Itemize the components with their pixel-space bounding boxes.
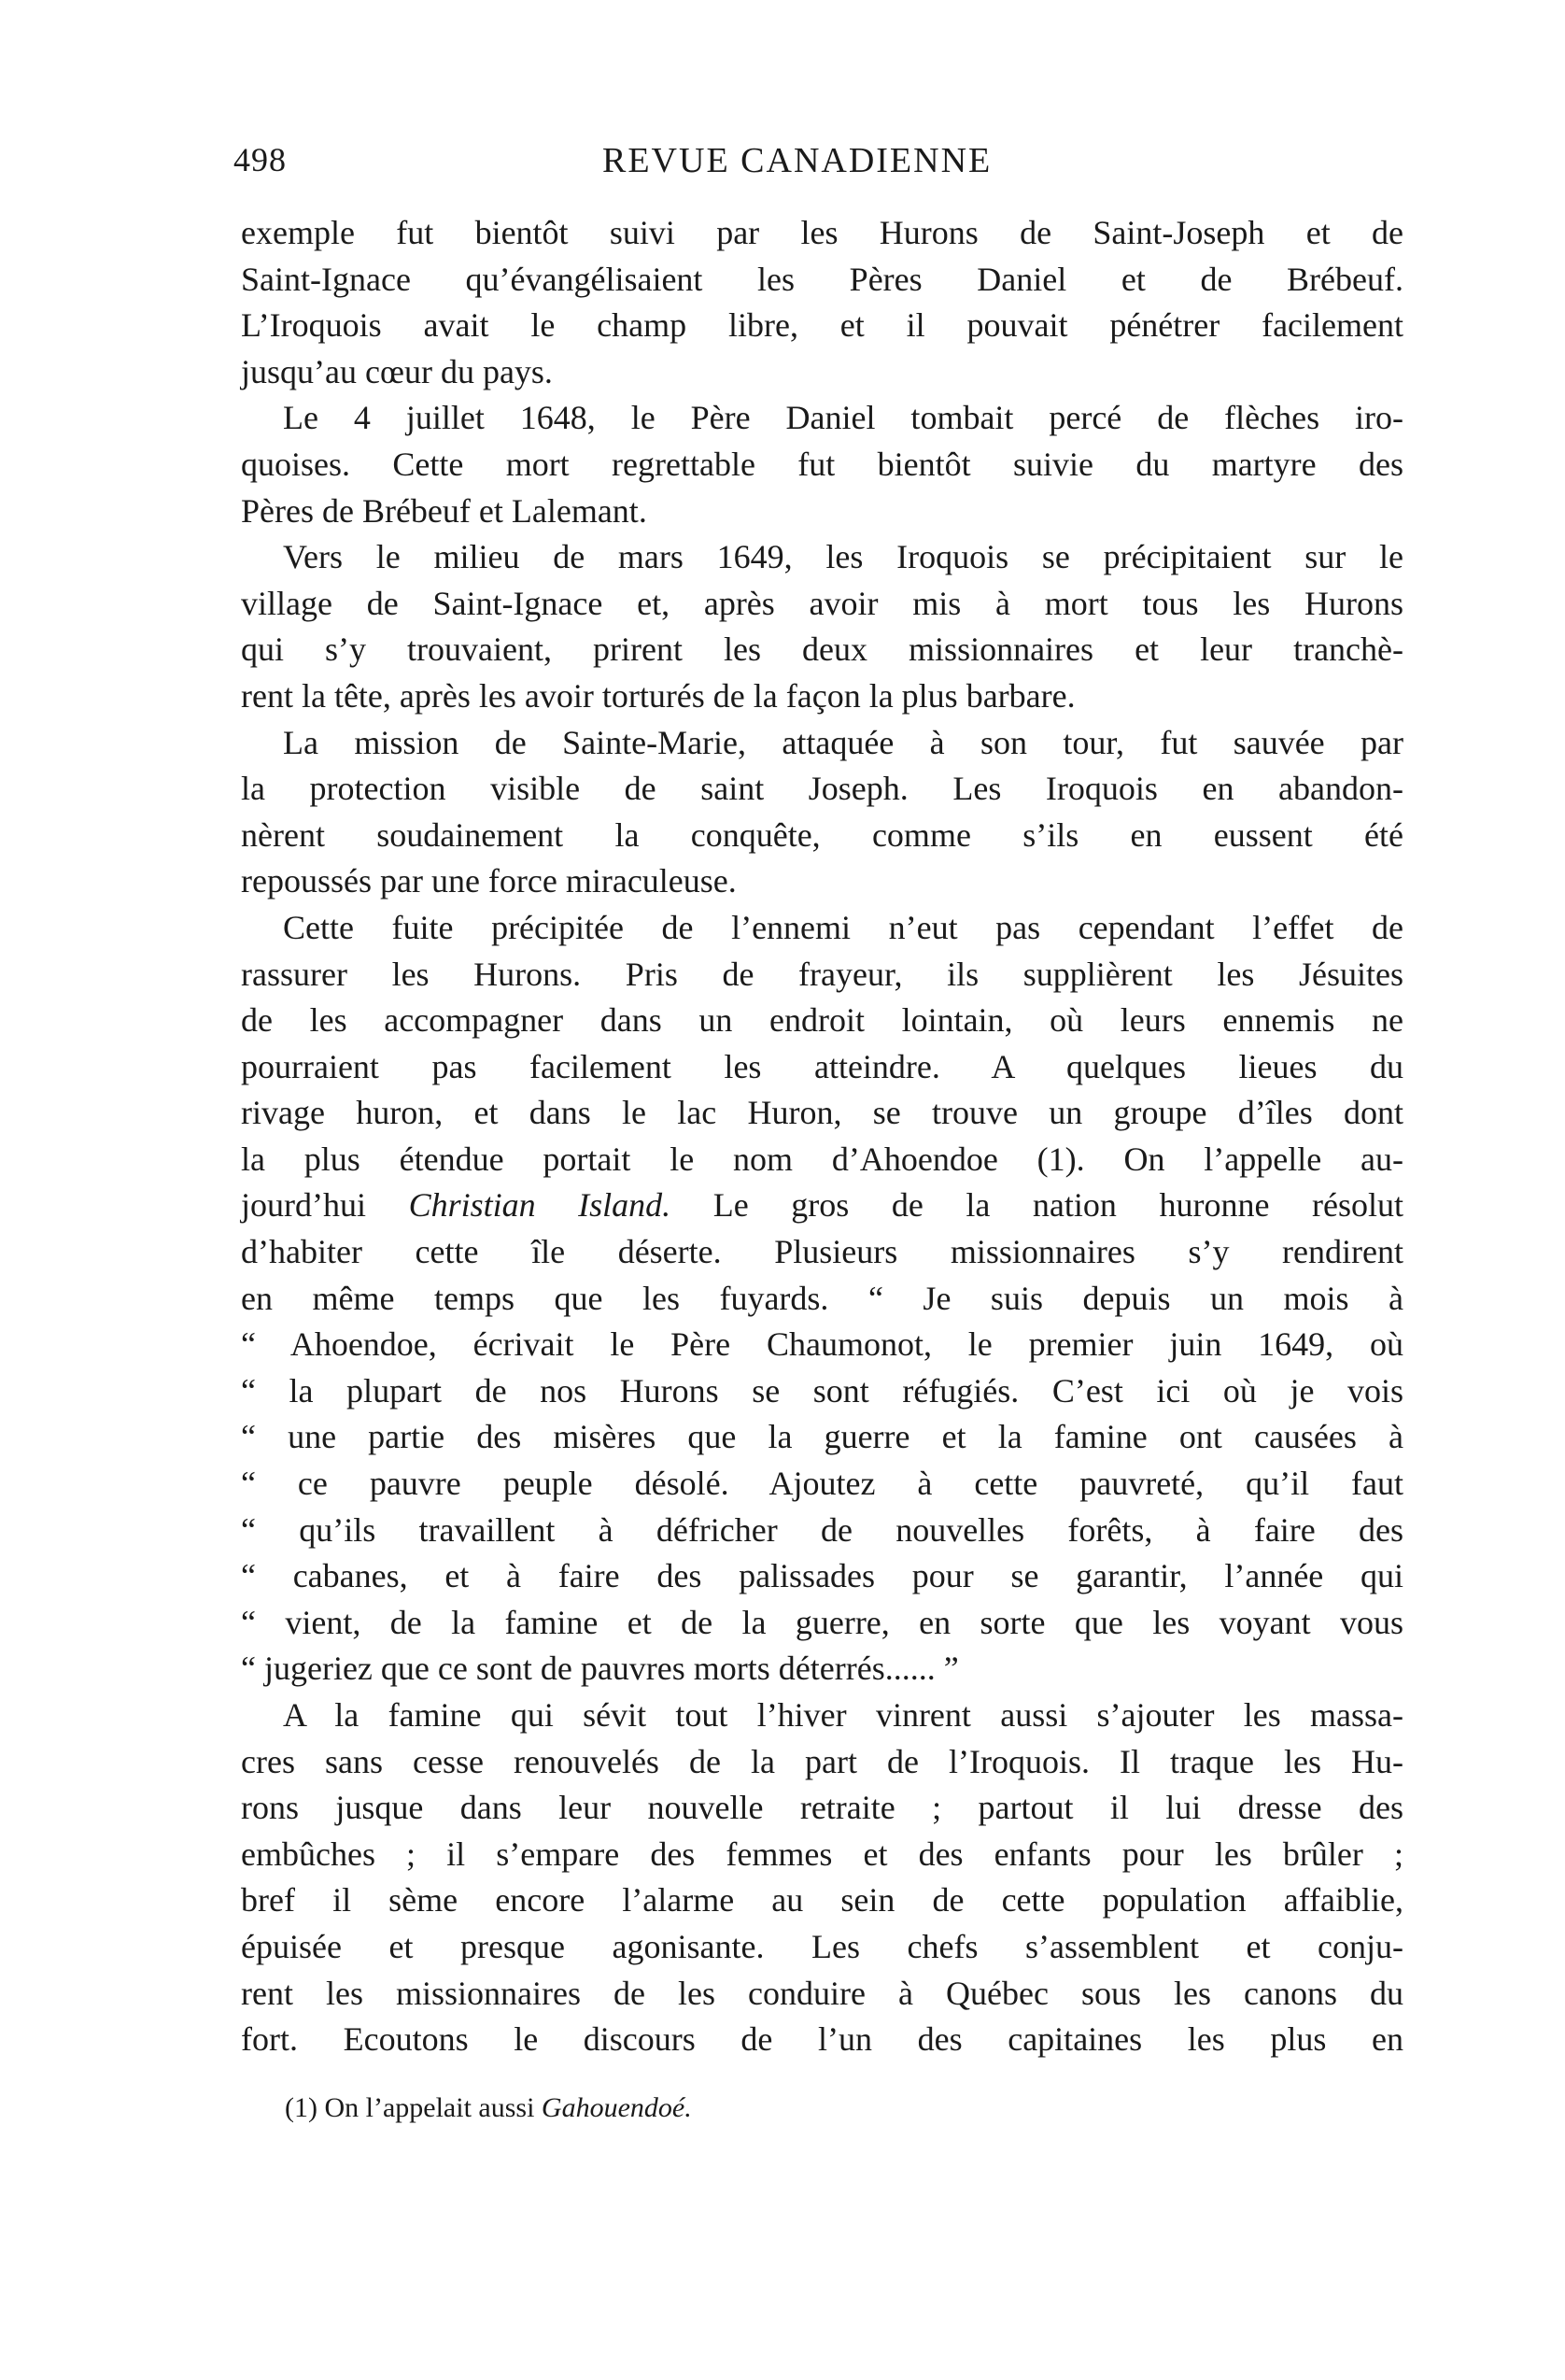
text-line: de les accompagner dans un endroit lointain, où leurs ennemis ne bbox=[241, 1001, 1403, 1040]
text-line: rent la tête, après les avoir torturés de la façon la plus barbare. bbox=[241, 676, 1076, 715]
text-line: pourraient pas facilement les atteindre. A quelques lieues du bbox=[241, 1047, 1403, 1085]
quotation-line: “ la plupart de nos Hurons se sont réfugiés. C’est ici où je vois bbox=[241, 1371, 1403, 1410]
text-line: d’habiter cette île déserte. Plusieurs missionnaires s’y rendirent bbox=[241, 1233, 1403, 1271]
body-text bbox=[241, 210, 1403, 2063]
text-line: village de Saint-Ignace et, après avoir mis à mort tous les Hurons bbox=[241, 584, 1403, 622]
text-line: Saint-Ignace qu’évangélisaient les Pères Daniel et de Brébeuf. bbox=[241, 260, 1403, 298]
text-line: Pères de Brébeuf et Lalemant. bbox=[241, 491, 647, 530]
text-line: jusqu’au cœur du pays. bbox=[241, 352, 553, 390]
quotation-line: “ qu’ils travaillent à défricher de nouvelles forêts, à faire des bbox=[241, 1510, 1403, 1549]
quotation-line: “ Ahoendoe, écrivait le Père Chaumonot, le premier juin 1649, où bbox=[241, 1325, 1403, 1364]
text-line: rent les missionnaires de les conduire à Québec sous les canons du bbox=[241, 1974, 1403, 2012]
text-line: A la famine qui sévit tout l’hiver vinrent aussi s’ajouter les massa- bbox=[283, 1696, 1403, 1734]
quotation-line: “ jugeriez que ce sont de pauvres morts déterrés...... ” bbox=[241, 1650, 959, 1688]
text-line: qui s’y trouvaient, prirent les deux missionnaires et leur tranchè- bbox=[241, 630, 1403, 669]
quotation-line: “ une partie des misères que la guerre et la famine ont causées à bbox=[241, 1418, 1403, 1456]
quotation-line: “ ce pauvre peuple désolé. Ajoutez à cette pauvreté, qu’il faut bbox=[241, 1465, 1403, 1503]
text-line-with-italic bbox=[241, 1183, 1403, 1229]
text-line: fort. Ecoutons le discours de l’un des capitaines les plus en bbox=[241, 2020, 1403, 2059]
footnote-italic-name: Gahouendoé. bbox=[541, 2092, 692, 2123]
text-segment: Le gros de la nation huronne résolut bbox=[670, 1186, 1404, 1225]
text-line: L’Iroquois avait le champ libre, et il pouvait pénétrer facilement bbox=[241, 306, 1403, 345]
text-line: bref il sème encore l’alarme au sein de cette population affaiblie, bbox=[241, 1881, 1403, 1920]
page-number: 498 bbox=[233, 141, 287, 178]
text-line: exemple fut bientôt suivi par les Hurons de Saint-Joseph et de bbox=[241, 214, 1403, 251]
text-line: épuisée et presque agonisante. Les chefs s’assemblent et conju- bbox=[241, 1927, 1403, 1965]
text-line: Cette fuite précipitée de l’ennemi n’eut pas cependant l’effet de bbox=[283, 908, 1403, 946]
quotation-line: “ vient, de la famine et de la guerre, en sorte que les voyant vous bbox=[241, 1603, 1403, 1641]
italic-place-name: Christian Island. bbox=[408, 1186, 671, 1225]
text-line: rons jusque dans leur nouvelle retraite ; partout il lui dresse des bbox=[241, 1789, 1403, 1827]
text-line: la protection visible de saint Joseph. Les Iroquois en abandon- bbox=[241, 770, 1403, 808]
footnote-text: (1) On l’appelait aussi bbox=[285, 2092, 542, 2123]
text-line: La mission de Sainte-Marie, attaquée à son tour, fut sauvée par bbox=[283, 723, 1403, 761]
text-line: repoussés par une force miraculeuse. bbox=[241, 862, 737, 900]
text-line: la plus étendue portait le nom d’Ahoendoe (1). On l’appelle au- bbox=[241, 1140, 1403, 1178]
text-line: cres sans cesse renouvelés de la part de l’Iroquois. Il traque les Hu- bbox=[241, 1742, 1403, 1780]
text-line: en même temps que les fuyards. “ Je suis depuis un mois à bbox=[241, 1279, 1403, 1317]
text-segment: jourd’hui bbox=[241, 1186, 409, 1225]
journal-title: REVUE CANADIENNE bbox=[602, 141, 993, 180]
text-line: embûches ; il s’empare des femmes et des enfants pour les brûler ; bbox=[241, 1835, 1403, 1873]
quotation-line: “ cabanes, et à faire des palissades pour se garantir, l’année qui bbox=[241, 1557, 1403, 1595]
text-line: nèrent soudainement la conquête, comme s’ils en eussent été bbox=[241, 815, 1403, 854]
text-line: Vers le milieu de mars 1649, les Iroquois se précipitaient sur le bbox=[283, 538, 1403, 576]
text-line: Le 4 juillet 1648, le Père Daniel tombait percé de flèches iro- bbox=[283, 399, 1403, 437]
text-line: quoises. Cette mort regrettable fut bientôt suivie du martyre des bbox=[241, 445, 1403, 483]
footnote bbox=[285, 2092, 692, 2124]
text-line: rassurer les Hurons. Pris de frayeur, ils supplièrent les Jésuites bbox=[241, 955, 1403, 993]
running-head bbox=[233, 140, 1410, 196]
text-line: rivage huron, et dans le lac Huron, se trouve un groupe d’îles dont bbox=[241, 1094, 1403, 1132]
